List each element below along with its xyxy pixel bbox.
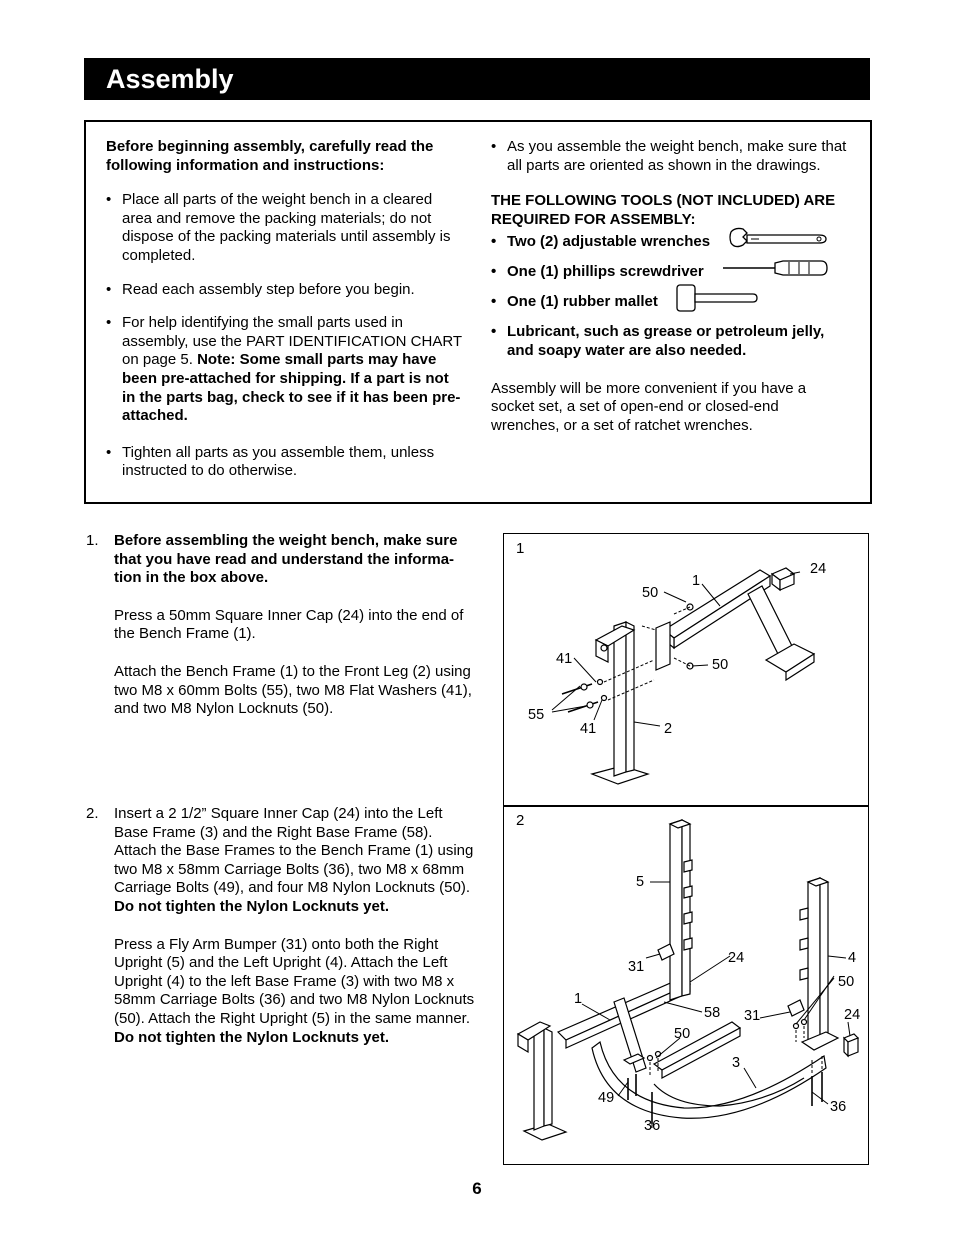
callout-label: 31 (744, 1008, 761, 1024)
tools-heading: THE FOLLOWING TOOLS (NOT INCLUDED) ARE REQUIRED FOR ASSEMBLY: (491, 192, 836, 228)
page-title: Assembly (106, 64, 234, 94)
callout-label: 50 (712, 657, 729, 673)
instructions-right-column (491, 138, 851, 435)
rubber-mallet-icon (675, 283, 759, 313)
callout-label: 1 (574, 991, 583, 1007)
figure-number: 2 (516, 812, 525, 829)
figure-number: 1 (516, 540, 525, 557)
bullet-item: • For help identifying the small parts used in assembly, use the PART IDENTIFICATION CHART on page 5. Note: Some small parts may have been pre-attached for shipping. If a part is not in the parts bag, check to see if it has been pre-attached. (106, 314, 462, 425)
callout-label: 31 (628, 959, 645, 975)
tool-item-screwdriver: • One (1) phillips screwdriver (491, 263, 851, 293)
figure-panel-2 (503, 805, 869, 1165)
assembly-step-1 (86, 532, 478, 719)
section-header-bar (84, 58, 870, 100)
callout-label: 50 (642, 585, 659, 601)
step-number: 2. (86, 805, 99, 822)
page-number: 6 (472, 1179, 482, 1198)
note-text: Note: Some small parts may have been pre-attached for shipping. If a part is not in the parts bag, check to see if it has been pre-attached. (122, 351, 461, 425)
step-intro: Before assembling the weight bench, make sure that you have read and understand the informa-tion in the box above. (114, 532, 458, 587)
step-number: 1. (86, 532, 99, 549)
callout-label: 2 (664, 721, 673, 737)
callout-label: 41 (556, 651, 573, 667)
tool-item-mallet: • One (1) rubber mallet (491, 293, 851, 323)
callout-label: 24 (810, 561, 827, 577)
intro-text: Before beginning assembly, carefully read the following information and instructions: (106, 138, 434, 174)
callout-label: 41 (580, 721, 597, 737)
step-paragraph: Insert a 2 1/2” Square Inner Cap (24) into the Left Base Frame (3) and the Right Base Frame (58). Attach the Base Frames to the Bench Frame (1) using two M8 x 58mm Carriage Bolts (36), two M8 x 68mm Carriage Bolts (49), and four M8 Nylon Locknuts (50). Do not tighten the Nylon Locknuts yet. (114, 805, 474, 915)
figure-2-drawing (504, 806, 868, 1164)
instructions-left-column (106, 138, 466, 481)
convenience-text: Assembly will be more convenient if you have a socket set, a set of open-end or closed-end wrenches, or a set of ratchet wrenches. (491, 379, 807, 434)
bullet-item: • Tighten all parts as you assemble them, unless instructed to do otherwise. (106, 443, 435, 480)
callout-label: 3 (732, 1055, 741, 1071)
callout-label: 36 (830, 1099, 847, 1115)
callout-label: 24 (844, 1007, 861, 1023)
assembly-step-2 (86, 805, 478, 1047)
bullet-item: • Read each assembly step before you begin. (106, 280, 415, 298)
callout-label: 49 (598, 1090, 615, 1106)
lubricant-item: • Lubricant, such as grease or petroleum jelly, and soapy water are also needed. (491, 323, 825, 359)
step-paragraph: Attach the Bench Frame (1) to the Front Leg (2) using two M8 x 60mm Bolts (55), two M8 Flat Washers (41), and two M8 Nylon Locknuts (50). (114, 662, 472, 718)
callout-label: 1 (692, 573, 701, 589)
step-paragraph: Press a Fly Arm Bumper (31) onto both the Right Upright (5) and the Left Upright (4). Attach the Left Upright (4) to the left Base Frame (3) with two M8 x 58mm Carriage Bolts (36) and two M8 Nylon Locknuts (50). Attach the Right Upright (5) in the same manner. Do not tighten the Nylon Locknuts yet. (114, 935, 475, 1046)
bullet-item: • Place all parts of the weight bench in a cleared area and remove the packing materials; do not dispose of the packing materials until assembly is completed. (106, 191, 451, 264)
bullet-item: • As you assemble the weight bench, make sure that all parts are oriented as shown in the drawings. (491, 138, 847, 174)
figure-panel-1 (503, 533, 869, 807)
callout-label: 50 (674, 1026, 691, 1042)
tool-item-wrenches: • Two (2) adjustable wrenches (491, 233, 851, 263)
callout-label: 5 (636, 874, 645, 890)
step-paragraph: Press a 50mm Square Inner Cap (24) into the end of the Bench Frame (1). (114, 606, 464, 643)
callout-label: 55 (528, 707, 545, 723)
callout-label: 36 (644, 1118, 661, 1134)
callout-label: 50 (838, 974, 855, 990)
callout-label: 58 (704, 1005, 721, 1021)
callout-label: 24 (728, 950, 745, 966)
callout-label: 4 (848, 950, 857, 966)
phillips-screwdriver-icon (723, 257, 829, 279)
adjustable-wrench-icon (729, 227, 829, 253)
instructions-box (84, 120, 872, 504)
